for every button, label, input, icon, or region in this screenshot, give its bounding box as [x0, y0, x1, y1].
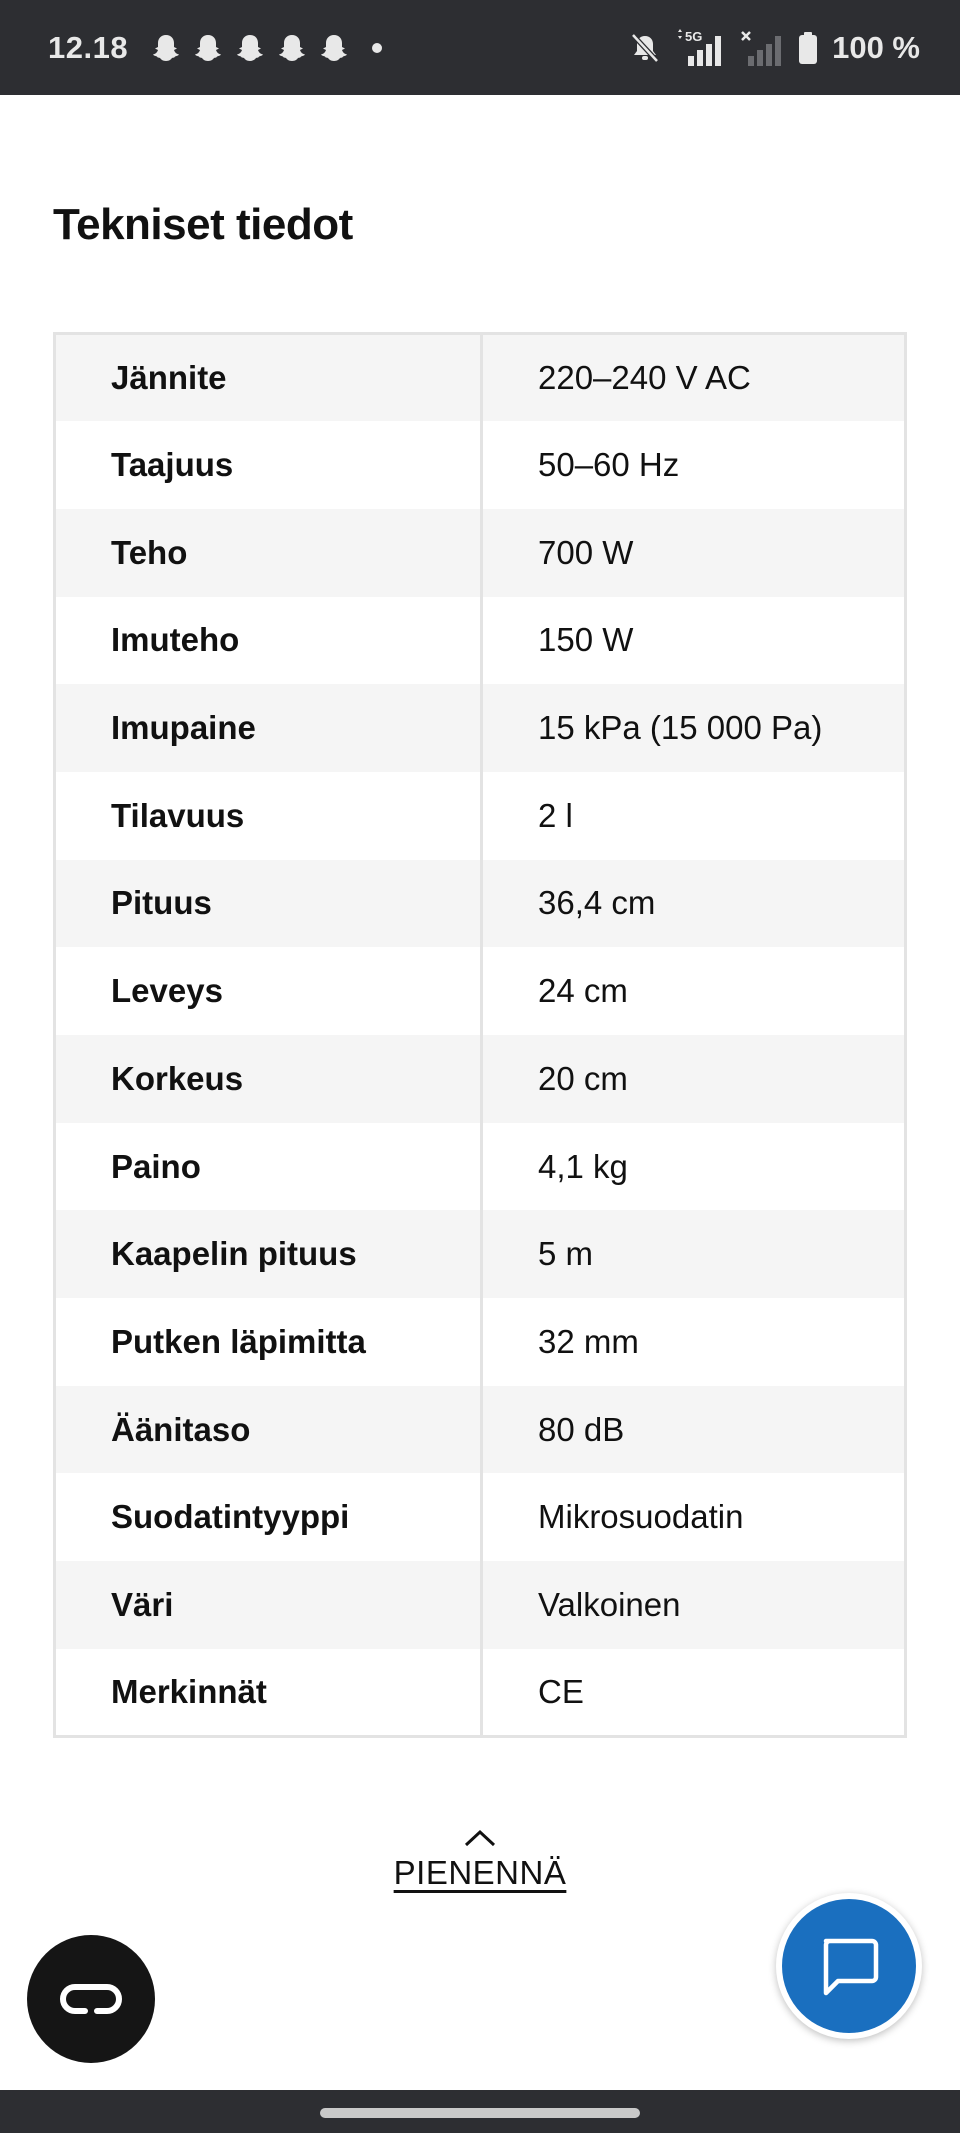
spec-value: 150 W	[482, 597, 906, 685]
spec-value: 15 kPa (15 000 Pa)	[482, 684, 906, 772]
mute-bell-icon	[628, 31, 662, 65]
chevron-up-icon	[463, 1828, 497, 1848]
spec-label: Korkeus	[55, 1035, 482, 1123]
spec-value: 2 l	[482, 772, 906, 860]
network-label: 5G	[685, 28, 703, 44]
spec-row	[55, 597, 906, 685]
spec-value: 220–240 V AC	[482, 334, 906, 422]
spec-value: Valkoinen	[482, 1561, 906, 1649]
status-time: 12.18	[48, 29, 129, 65]
spec-label: Leveys	[55, 947, 482, 1035]
spec-label: Väri	[55, 1561, 482, 1649]
notification-dot-icon	[372, 43, 382, 53]
accessibility-link-icon	[55, 1979, 127, 2019]
notification-icons	[150, 32, 382, 64]
spec-row	[55, 684, 906, 772]
spec-value: 32 mm	[482, 1298, 906, 1386]
spec-row	[55, 860, 906, 948]
home-gesture-handle[interactable]	[320, 2108, 640, 2118]
spec-value: Mikrosuodatin	[482, 1473, 906, 1561]
spec-value: 5 m	[482, 1210, 906, 1298]
spec-row	[55, 1298, 906, 1386]
snapchat-ghost-icon	[150, 32, 182, 64]
spec-row	[55, 1649, 906, 1737]
spec-table-body	[55, 334, 906, 1737]
spec-value: 36,4 cm	[482, 860, 906, 948]
spec-table	[53, 332, 907, 1738]
snapchat-ghost-icon	[192, 32, 224, 64]
status-bar	[0, 0, 960, 95]
page-title: Tekniset tiedot	[53, 200, 353, 249]
snapchat-ghost-icon	[276, 32, 308, 64]
spec-label: Imuteho	[55, 597, 482, 685]
spec-row	[55, 1561, 906, 1649]
chat-bubble-icon	[816, 1933, 882, 1999]
spec-row	[55, 334, 906, 422]
battery-level: 100 %	[832, 29, 920, 65]
spec-row	[55, 1035, 906, 1123]
spec-row	[55, 772, 906, 860]
signal-5g-icon	[676, 28, 726, 68]
spec-label: Pituus	[55, 860, 482, 948]
spec-label: Taajuus	[55, 421, 482, 509]
signal-no-sim-icon	[740, 28, 784, 68]
spec-value: 80 dB	[482, 1386, 906, 1474]
spec-label: Merkinnät	[55, 1649, 482, 1737]
snapchat-ghost-icon	[318, 32, 350, 64]
chat-button-circle	[782, 1899, 916, 2033]
spec-label: Imupaine	[55, 684, 482, 772]
spec-value: 20 cm	[482, 1035, 906, 1123]
collapse-label: PIENENNÄ	[393, 1854, 567, 1891]
system-icons	[628, 28, 920, 68]
spec-row	[55, 1473, 906, 1561]
spec-row	[55, 947, 906, 1035]
spec-row	[55, 1123, 906, 1211]
spec-label: Jännite	[55, 334, 482, 422]
chat-button[interactable]	[776, 1893, 922, 2039]
spec-label: Äänitaso	[55, 1386, 482, 1474]
spec-row	[55, 509, 906, 597]
spec-label: Teho	[55, 509, 482, 597]
snapchat-ghost-icon	[234, 32, 266, 64]
spec-label: Tilavuus	[55, 772, 482, 860]
spec-label: Suodatintyyppi	[55, 1473, 482, 1561]
spec-value: 50–60 Hz	[482, 421, 906, 509]
spec-label: Putken läpimitta	[55, 1298, 482, 1386]
spec-row	[55, 1210, 906, 1298]
spec-row	[55, 421, 906, 509]
collapse-button[interactable]	[380, 1828, 580, 1892]
accessibility-button[interactable]	[27, 1935, 155, 2063]
system-nav-bar	[0, 2090, 960, 2133]
spec-value: 24 cm	[482, 947, 906, 1035]
spec-value: 4,1 kg	[482, 1123, 906, 1211]
spec-label: Paino	[55, 1123, 482, 1211]
battery-icon	[798, 31, 818, 65]
spec-row	[55, 1386, 906, 1474]
spec-value: CE	[482, 1649, 906, 1737]
spec-value: 700 W	[482, 509, 906, 597]
spec-label: Kaapelin pituus	[55, 1210, 482, 1298]
